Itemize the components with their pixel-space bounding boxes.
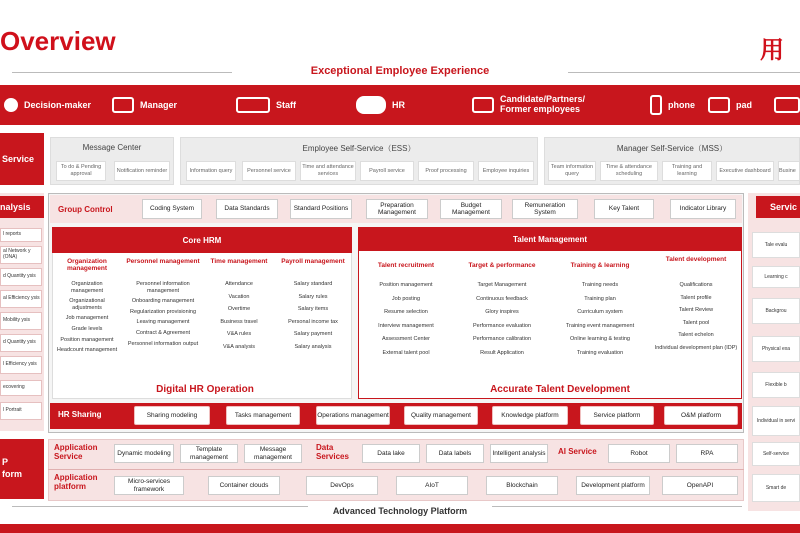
core-item[interactable]: Regularization provisioning [129,308,197,315]
talent-item[interactable]: Talent pool [682,319,710,326]
role-manager[interactable] [112,85,177,125]
right-service-item[interactable]: Learning c [752,266,800,288]
core-item[interactable]: Position management [60,336,114,343]
talent-item[interactable]: Glory inspires [485,309,519,316]
core-item[interactable]: Job management [65,315,109,322]
talent-item[interactable]: Resume selection [384,309,428,316]
chip-ess[interactable]: Proof processing [418,161,474,181]
core-column-head: Time management [210,258,268,265]
core-item[interactable]: V&A rules [226,331,252,338]
data-services-item[interactable]: Data lake [362,444,420,463]
talent-caption: Accurate Talent Development [490,384,630,395]
talent-item[interactable]: Talent profile [680,294,712,301]
decision-maker-icon [4,98,18,112]
core-item[interactable]: Overtime [227,306,251,313]
ai-service-item[interactable]: RPA [676,444,738,463]
analysis-item[interactable]: l reports [0,228,42,242]
core-item[interactable]: Personal income tax [288,318,338,325]
analysis-item[interactable]: d Quantity ysis [0,268,42,286]
group-control-item[interactable]: Coding System [142,199,202,219]
hr-sharing-item[interactable]: Quality management [404,406,478,425]
app-platform-item[interactable]: AIoT [396,476,468,495]
bottom-band-title: Advanced Technology Platform [332,506,468,516]
talent-item[interactable]: Training evaluation [576,349,624,356]
core-item[interactable]: Headcount management [56,347,118,354]
chip-mss[interactable]: Executive dashboard [716,161,774,181]
right-service-item[interactable]: Physical exa [752,336,800,362]
group-control-label: Group Control [58,205,113,214]
ess-title: Employee Self-Service（ESS） [302,144,416,153]
core-column-items [126,281,200,347]
app-platform-item[interactable]: Micro-services framework [114,476,184,495]
talent-item[interactable]: Online learning & testing [570,336,630,343]
talent-item[interactable]: Curriculum system [577,309,623,316]
core-item[interactable]: Organization management [70,281,104,294]
core-item[interactable]: Onboarding management [131,298,195,305]
chip-mss[interactable]: Time & attendance scheduling [600,161,658,181]
analysis-item[interactable]: ecovering [0,380,42,396]
role-staff[interactable] [236,85,296,125]
analysis-item[interactable]: d Quantity ysis [0,334,42,352]
app-service-item[interactable]: Template management [180,444,238,463]
app-platform-item[interactable]: Development platform [576,476,650,495]
core-item[interactable]: Leaving management [136,319,190,326]
role-decision-maker[interactable] [4,85,91,125]
talent-item[interactable]: Position management [379,282,433,288]
right-service-item[interactable]: Individual in servi [752,406,800,436]
right-service-item[interactable]: Flexible b [752,372,800,398]
analysis-title: nalysis [0,196,44,218]
role-phone[interactable] [650,85,695,125]
mss-title: Manager Self-Service（MSS） [616,144,728,153]
talent-column-head: Target & performance [468,262,536,269]
top-band-title: Exceptional Employee Experience [310,65,490,77]
talent-item[interactable]: Qualifications [679,282,713,288]
group-control-item[interactable]: Remuneration System [512,199,578,219]
candidate-icon [472,97,494,113]
talent-item[interactable]: Talent Review [678,307,714,314]
message-center-title: Message Center [82,143,142,152]
talent-item[interactable]: Talent echelon [678,332,714,339]
app-service-item[interactable]: Dynamic modeling [114,444,174,463]
staff-icon [236,97,270,113]
group-control-item[interactable]: Preparation Management [366,199,428,219]
right-service-title: Servic [756,196,800,218]
core-item[interactable]: Salary rules [298,293,328,300]
talent-item[interactable]: Target Management [477,282,527,288]
brand-logo: 用 [760,37,784,64]
app-platform-item[interactable]: Container clouds [208,476,280,495]
analysis-item[interactable]: al Efficiency ysis [0,290,42,308]
chip-ess[interactable]: Time and attendance services [300,161,356,181]
talent-item[interactable]: Performance calibration [472,336,532,343]
hr-sharing-item[interactable]: Knowledge platform [492,406,568,425]
app-platform-item[interactable]: OpenAPI [662,476,738,495]
chip-ess[interactable]: Payroll service [360,161,414,181]
core-item[interactable]: V&A analysis [222,343,256,350]
talent-item[interactable]: Performance evaluation [472,322,532,329]
chip-mss[interactable]: Training and learning [662,161,712,181]
talent-item[interactable]: Training plan [584,295,616,302]
group-control-item[interactable]: Budget Management [440,199,502,219]
role-label: Decision-maker [24,100,92,110]
role-label: Staff [276,100,296,110]
app-service-item[interactable]: Message management [244,444,302,463]
role-candidate[interactable] [472,85,585,125]
talent-item[interactable]: Training event management [565,322,635,329]
right-service-item[interactable]: Self-service [752,442,800,466]
ai-service-label: AI Service [558,447,597,456]
talent-item[interactable]: Assessment Center [382,336,430,343]
core-item[interactable]: Business travel [220,318,258,325]
analysis-item[interactable]: Mobility ysis [0,312,42,330]
app-platform-label: Application platform [54,473,98,491]
analysis-item[interactable]: l Portrait [0,402,42,420]
role-pad[interactable] [708,85,752,125]
hr-sharing-item[interactable]: O&M platform [664,406,738,425]
core-column-head: Payroll management [281,258,345,265]
footer-bar [0,524,800,533]
core-item[interactable]: Salary payment [293,331,333,338]
chip-ess[interactable]: Personnel service [242,161,296,181]
laptop-icon [774,97,800,113]
talent-item[interactable]: External talent pool [382,349,430,356]
talent-column-head: Training & learning [570,262,630,269]
core-column-items [278,281,348,351]
right-service-item[interactable]: Smart de [752,474,800,502]
chip-mss[interactable]: Team information query [548,161,596,181]
group-control-item[interactable]: Data Standards [216,199,278,219]
talent-item[interactable]: Continuous feedback [476,295,528,302]
chip-mss[interactable]: Busine [778,161,800,181]
core-item[interactable]: Personnel information management [136,281,190,294]
role-label: HR [392,100,405,110]
core-column-head: Personnel management [126,258,200,265]
talent-column-items [556,282,644,357]
role-label: pad [736,100,753,110]
chip-todo[interactable]: To do & Pending approval [56,161,106,181]
phone-icon [650,95,662,115]
role-laptop[interactable] [774,85,800,125]
hr-sharing-label: HR Sharing [58,410,102,419]
core-hrm-caption: Digital HR Operation [156,384,254,395]
chip-ess[interactable]: Information query [186,161,236,181]
core-item[interactable]: Personnel information output [127,340,199,347]
talent-column-items [654,282,738,352]
data-services-item[interactable]: Intelligent analysis [490,444,548,463]
talent-item[interactable]: Job posting [391,295,421,302]
core-item[interactable]: Organizational adjustments [69,298,105,311]
role-label: phone [668,100,695,110]
app-platform-item[interactable]: Blockchain [486,476,558,495]
core-item[interactable]: Salary analysis [294,343,332,350]
core-item[interactable]: Attendance [225,281,253,287]
role-label: Manager [140,100,178,110]
chip-notification[interactable]: Notification reminder [114,161,170,181]
core-item[interactable]: Vacation [228,293,250,300]
app-service-label: Application Service [54,443,98,461]
role-hr[interactable] [356,85,405,125]
hr-sharing-item[interactable]: Sharing modeling [134,406,210,425]
talent-item[interactable]: Interview management [378,322,434,329]
ai-service-item[interactable]: Robot [608,444,670,463]
group-control-item[interactable]: Indicator Library [670,199,736,219]
core-item[interactable]: Contract & Agreement [135,329,191,336]
analysis-item[interactable]: l Efficiency ysis [0,356,42,374]
right-service-item[interactable]: Backgrou [752,298,800,324]
talent-item[interactable]: Individual development plan (IDP) [654,344,738,351]
group-control-item[interactable]: Standard Positions [290,199,352,219]
service-label: Service [0,133,44,185]
data-services-item[interactable]: Data labels [426,444,484,463]
app-platform-item[interactable]: DevOps [306,476,378,495]
hr-sharing-item[interactable]: Tasks management [226,406,300,425]
chip-ess[interactable]: Employee inquiries [478,161,534,181]
group-control-item[interactable]: Key Talent [594,199,654,219]
core-column-items [56,281,118,354]
core-item[interactable]: Salary standard [293,281,333,287]
core-column-head: Organization management [66,258,108,273]
hr-sharing-item[interactable]: Operations management [316,406,390,425]
core-item[interactable]: Salary items [297,306,329,313]
hr-icon [356,96,386,114]
platform-side-label: P form [0,439,44,499]
talent-column-items [366,282,446,357]
talent-column-items [460,282,544,357]
manager-icon [112,97,134,113]
analysis-item[interactable]: al Network y (ONA) [0,246,42,264]
right-service-item[interactable]: Tale evalu [752,232,800,258]
page-title: Overview [0,26,116,56]
role-label: Candidate/Partners/ Former employees [500,94,586,114]
core-hrm-title: Core HRM [52,227,352,253]
data-services-label: Data Services [316,443,349,461]
talent-title: Talent Management [358,227,742,251]
roles-bar [0,85,800,125]
talent-item[interactable]: Result Application [480,349,524,356]
talent-column-head: Talent recruitment [377,262,435,269]
talent-column-head: Talent development [665,256,727,263]
hr-sharing-item[interactable]: Service platform [580,406,654,425]
core-column-items [206,281,272,351]
talent-item[interactable]: Training needs [581,282,619,288]
core-item[interactable]: Grade levels [71,325,103,332]
pad-icon [708,97,730,113]
